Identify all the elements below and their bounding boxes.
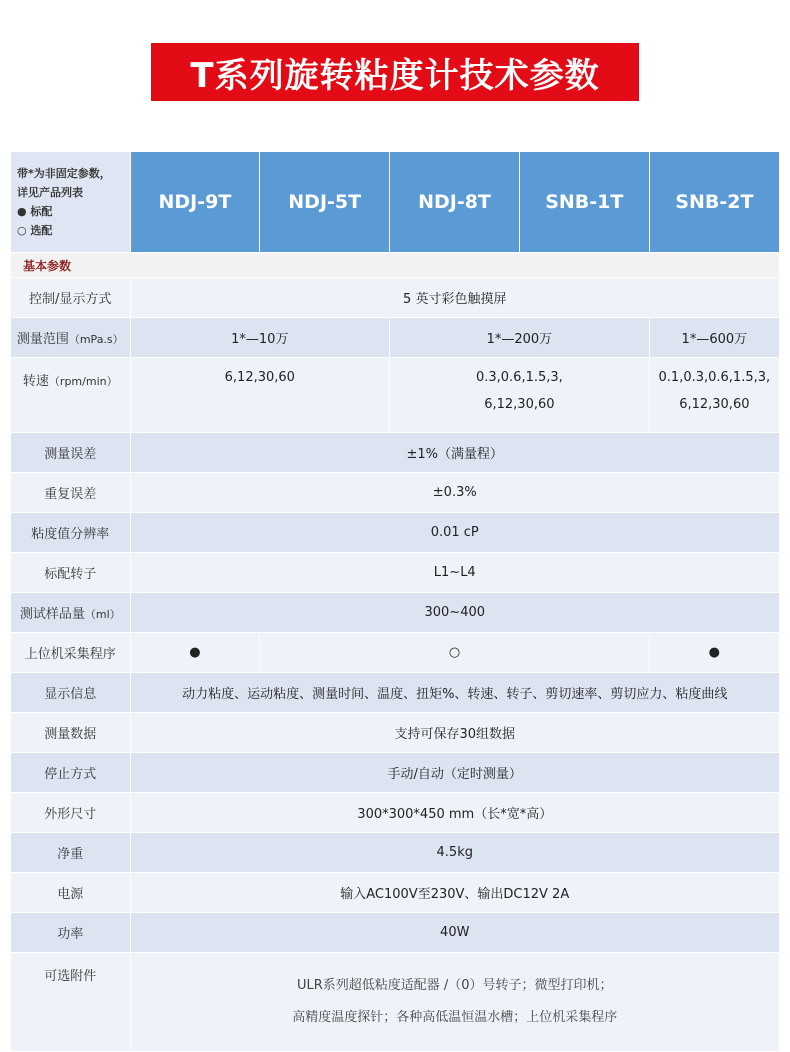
table-row bbox=[11, 358, 779, 433]
model-ndj-5t: NDJ-5T bbox=[260, 152, 390, 253]
note-optional: ○ 选配 bbox=[17, 224, 53, 237]
note-line: 详见产品列表 bbox=[17, 186, 83, 199]
row-label: 上位机采集程序 bbox=[11, 633, 130, 673]
table-row bbox=[11, 953, 779, 1052]
value-line: 6,12,30,60 bbox=[484, 397, 555, 412]
row-value: 输入AC100V至230V、输出DC12V 2A bbox=[130, 873, 779, 913]
row-value: 0.01 cP bbox=[130, 513, 779, 553]
table-row bbox=[11, 553, 779, 593]
legend-note bbox=[11, 152, 130, 253]
label-text: 测试样品量 bbox=[19, 607, 85, 622]
row-value: L1~L4 bbox=[130, 553, 779, 593]
table-row bbox=[11, 318, 779, 358]
row-label: 外形尺寸 bbox=[11, 793, 130, 833]
row-label: 测量误差 bbox=[11, 433, 130, 473]
row-label: 电源 bbox=[11, 873, 130, 913]
model-ndj-8t: NDJ-8T bbox=[390, 152, 520, 253]
row-label: 功率 bbox=[11, 913, 130, 953]
row-value: 1*—10万 bbox=[130, 318, 390, 358]
row-label: 控制/显示方式 bbox=[11, 278, 130, 318]
row-value: 1*—200万 bbox=[390, 318, 650, 358]
label-unit: （rpm/min） bbox=[48, 375, 118, 388]
table-row bbox=[11, 833, 779, 873]
section-row bbox=[11, 253, 779, 278]
table-row bbox=[11, 633, 779, 673]
row-label: 显示信息 bbox=[11, 673, 130, 713]
value-line: 0.1,0.3,0.6,1.5,3, bbox=[658, 370, 771, 385]
label-text: 测量范围 bbox=[16, 332, 69, 347]
row-label: 净重 bbox=[11, 833, 130, 873]
table-row bbox=[11, 278, 779, 318]
row-label bbox=[11, 593, 130, 633]
row-value: 300~400 bbox=[130, 593, 779, 633]
table-row bbox=[11, 433, 779, 473]
table-row bbox=[11, 713, 779, 753]
row-value: 1*—600万 bbox=[649, 318, 779, 358]
row-label: 标配转子 bbox=[11, 553, 130, 593]
header-row bbox=[11, 152, 779, 253]
standard-dot: ● bbox=[130, 633, 260, 673]
row-value bbox=[130, 953, 779, 1052]
value-line: ULR系列超低粘度适配器 /（0）号转子；微型打印机； bbox=[296, 978, 613, 993]
row-value: 6,12,30,60 bbox=[130, 358, 390, 433]
row-value: 支持可保存30组数据 bbox=[130, 713, 779, 753]
row-label: 停止方式 bbox=[11, 753, 130, 793]
table-row bbox=[11, 873, 779, 913]
row-value bbox=[649, 358, 779, 433]
spec-table bbox=[11, 152, 779, 1052]
table-row bbox=[11, 913, 779, 953]
table-row bbox=[11, 793, 779, 833]
row-value: 动力粘度、运动粘度、测量时间、温度、扭矩%、转速、转子、剪切速率、剪切应力、粘度曲线 bbox=[130, 673, 779, 713]
section-title: 基本参数 bbox=[11, 253, 779, 278]
row-label bbox=[11, 358, 130, 433]
row-value: ±0.3% bbox=[130, 473, 779, 513]
model-snb-2t: SNB-2T bbox=[649, 152, 779, 253]
table-row bbox=[11, 593, 779, 633]
row-value: 300*300*450 mm（长*宽*高） bbox=[130, 793, 779, 833]
model-snb-1t: SNB-1T bbox=[519, 152, 649, 253]
label-unit: （ml） bbox=[84, 608, 121, 621]
row-value: 40W bbox=[130, 913, 779, 953]
table-row bbox=[11, 673, 779, 713]
label-text: 转速 bbox=[22, 374, 49, 389]
value-line: 0.3,0.6,1.5,3, bbox=[475, 370, 563, 385]
row-value: 手动/自动（定时测量） bbox=[130, 753, 779, 793]
table-row bbox=[11, 513, 779, 553]
label-unit: （mPa.s） bbox=[68, 333, 124, 346]
optional-circle: ○ bbox=[260, 633, 649, 673]
value-line: 6,12,30,60 bbox=[679, 397, 750, 412]
row-label bbox=[11, 318, 130, 358]
row-value: 4.5kg bbox=[130, 833, 779, 873]
title-banner bbox=[151, 43, 639, 101]
row-label: 测量数据 bbox=[11, 713, 130, 753]
note-standard: ● 标配 bbox=[17, 205, 53, 218]
row-value bbox=[390, 358, 650, 433]
note-line: 带*为非固定参数， bbox=[17, 167, 111, 180]
row-label: 粘度值分辨率 bbox=[11, 513, 130, 553]
row-label: 重复误差 bbox=[11, 473, 130, 513]
page-title: T系列旋转粘度计技术参数 bbox=[190, 55, 600, 96]
value-line: 高精度温度探针；各种高低温恒温水槽；上位机采集程序 bbox=[292, 1010, 618, 1025]
row-value: ±1%（满量程） bbox=[130, 433, 779, 473]
standard-dot: ● bbox=[649, 633, 779, 673]
table-row bbox=[11, 753, 779, 793]
row-value: 5 英寸彩色触摸屏 bbox=[130, 278, 779, 318]
row-label: 可选附件 bbox=[11, 953, 130, 1052]
model-ndj-9t: NDJ-9T bbox=[130, 152, 260, 253]
table-row bbox=[11, 473, 779, 513]
